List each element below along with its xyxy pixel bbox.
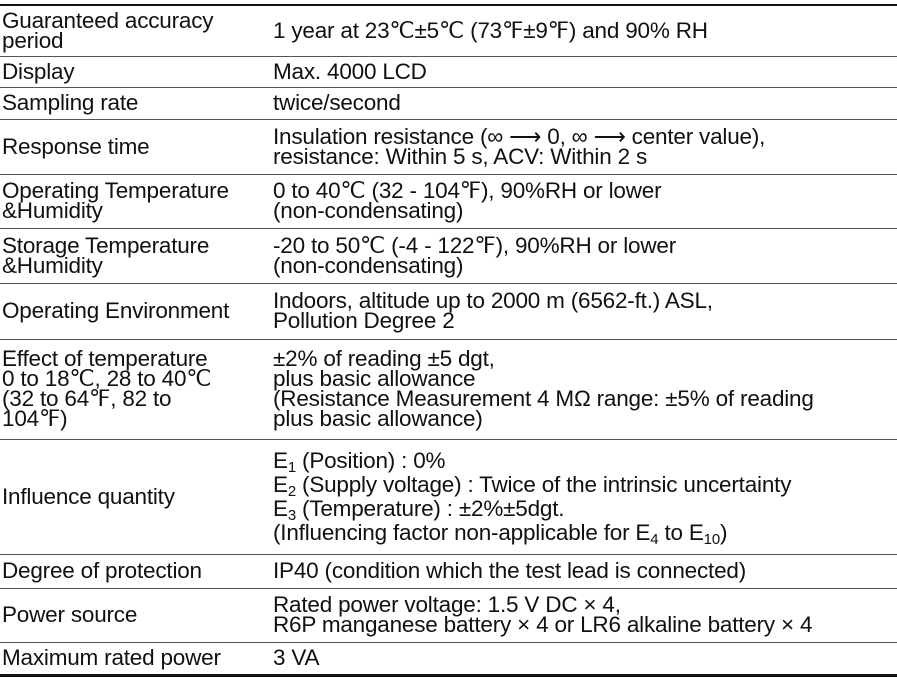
value-line: Pollution Degree 2 bbox=[273, 308, 455, 333]
label-line: Operating Environment bbox=[2, 298, 230, 323]
subscript: 2 bbox=[287, 482, 296, 500]
label-line: Power source bbox=[2, 602, 138, 627]
value-line bbox=[273, 495, 897, 524]
label-line: Operating Temperature bbox=[2, 178, 229, 203]
value-line: 0 to 40℃ (32 - 104℉), 90%RH or lower bbox=[273, 178, 662, 203]
row-value bbox=[272, 174, 897, 228]
label-line: Effect of temperature bbox=[2, 346, 208, 371]
row-value bbox=[272, 339, 897, 439]
row-value bbox=[272, 5, 897, 56]
row-label bbox=[0, 87, 272, 119]
value-line bbox=[273, 519, 897, 548]
row-value bbox=[272, 56, 897, 87]
table-row bbox=[0, 642, 897, 675]
text: ) bbox=[719, 519, 728, 545]
value-line: R6P manganese battery × 4 or LR6 alkaline battery × 4 bbox=[273, 612, 813, 637]
label-line: period bbox=[2, 27, 64, 53]
value-line: plus basic allowance) bbox=[273, 406, 483, 431]
label-line: Response time bbox=[2, 133, 150, 159]
value-line: Insulation resistance (∞ ⟶ 0, ∞ ⟶ center value), bbox=[273, 123, 766, 149]
value-line: Rated power voltage: 1.5 V DC × 4, bbox=[273, 592, 621, 617]
row-label bbox=[0, 56, 272, 87]
label-line: Degree of protection bbox=[2, 558, 202, 583]
row-label bbox=[0, 228, 272, 283]
row-value bbox=[272, 439, 897, 554]
value-line bbox=[273, 447, 897, 476]
table-row bbox=[0, 56, 897, 87]
row-label bbox=[0, 283, 272, 339]
text: E bbox=[273, 447, 288, 473]
table-row bbox=[0, 228, 897, 283]
label-line: Maximum rated power bbox=[2, 645, 221, 670]
text: (Temperature) : ±2%±5dgt. bbox=[295, 495, 565, 521]
value-line: (Resistance Measurement 4 MΩ range: ±5% of reading bbox=[273, 386, 814, 411]
text: to E bbox=[658, 519, 704, 545]
table-row bbox=[0, 554, 897, 588]
row-label bbox=[0, 439, 272, 554]
row-value bbox=[272, 554, 897, 588]
table-row bbox=[0, 119, 897, 174]
table-row bbox=[0, 5, 897, 56]
row-label bbox=[0, 339, 272, 439]
row-value bbox=[272, 228, 897, 283]
subscript: 1 bbox=[287, 458, 296, 476]
table-row bbox=[0, 439, 897, 554]
text: (Influencing factor non-applicable for E bbox=[273, 519, 651, 545]
label-line: 0 to 18℃, 28 to 40℃ bbox=[2, 366, 212, 391]
value-line: 1 year at 23℃±5℃ (73℉±9℉) and 90% RH bbox=[273, 17, 708, 43]
value-line: IP40 (condition which the test lead is connected) bbox=[273, 558, 746, 583]
row-value bbox=[272, 87, 897, 119]
row-value bbox=[272, 283, 897, 339]
label-line: Guaranteed accuracy bbox=[2, 7, 214, 33]
label-line: 104℉) bbox=[2, 406, 68, 431]
row-value bbox=[272, 119, 897, 174]
value-line: plus basic allowance bbox=[273, 366, 476, 391]
label-line: (32 to 64℉, 82 to bbox=[2, 386, 172, 411]
label-line: Display bbox=[2, 58, 75, 84]
label-line: Influence quantity bbox=[2, 483, 175, 509]
value-line: Max. 4000 LCD bbox=[273, 58, 427, 84]
table-row bbox=[0, 87, 897, 119]
label-line: &Humidity bbox=[2, 198, 103, 223]
row-value bbox=[272, 588, 897, 642]
subscript: 10 bbox=[703, 530, 720, 548]
text: (Supply voltage) : Twice of the intrinsic uncertainty bbox=[295, 471, 792, 497]
row-label bbox=[0, 174, 272, 228]
label-line: Sampling rate bbox=[2, 90, 139, 115]
row-value bbox=[272, 642, 897, 675]
text: (Position) : 0% bbox=[295, 447, 446, 473]
value-line: ±2% of reading ±5 dgt, bbox=[273, 346, 495, 371]
row-label bbox=[0, 642, 272, 675]
table-row bbox=[0, 174, 897, 228]
subscript: 3 bbox=[287, 506, 296, 524]
row-label bbox=[0, 554, 272, 588]
value-line: -20 to 50℃ (-4 - 122℉), 90%RH or lower bbox=[273, 232, 676, 258]
specifications-table bbox=[0, 4, 897, 677]
row-label bbox=[0, 5, 272, 56]
value-line: resistance: Within 5 s, ACV: Within 2 s bbox=[273, 143, 647, 169]
value-line: 3 VA bbox=[273, 645, 320, 670]
text: E bbox=[273, 495, 288, 521]
text: E bbox=[273, 471, 288, 497]
subscript: 4 bbox=[650, 530, 659, 548]
value-line: Indoors, altitude up to 2000 m (6562-ft.) ASL, bbox=[273, 288, 713, 313]
value-line bbox=[273, 471, 897, 500]
table-row bbox=[0, 283, 897, 339]
label-line: Storage Temperature bbox=[2, 232, 210, 258]
row-label bbox=[0, 588, 272, 642]
table-row bbox=[0, 588, 897, 642]
table-row bbox=[0, 339, 897, 439]
value-line: twice/second bbox=[273, 90, 401, 115]
value-line: (non-condensating) bbox=[273, 198, 464, 223]
label-line: &Humidity bbox=[2, 252, 103, 278]
value-line: (non-condensating) bbox=[273, 252, 464, 278]
row-label bbox=[0, 119, 272, 174]
